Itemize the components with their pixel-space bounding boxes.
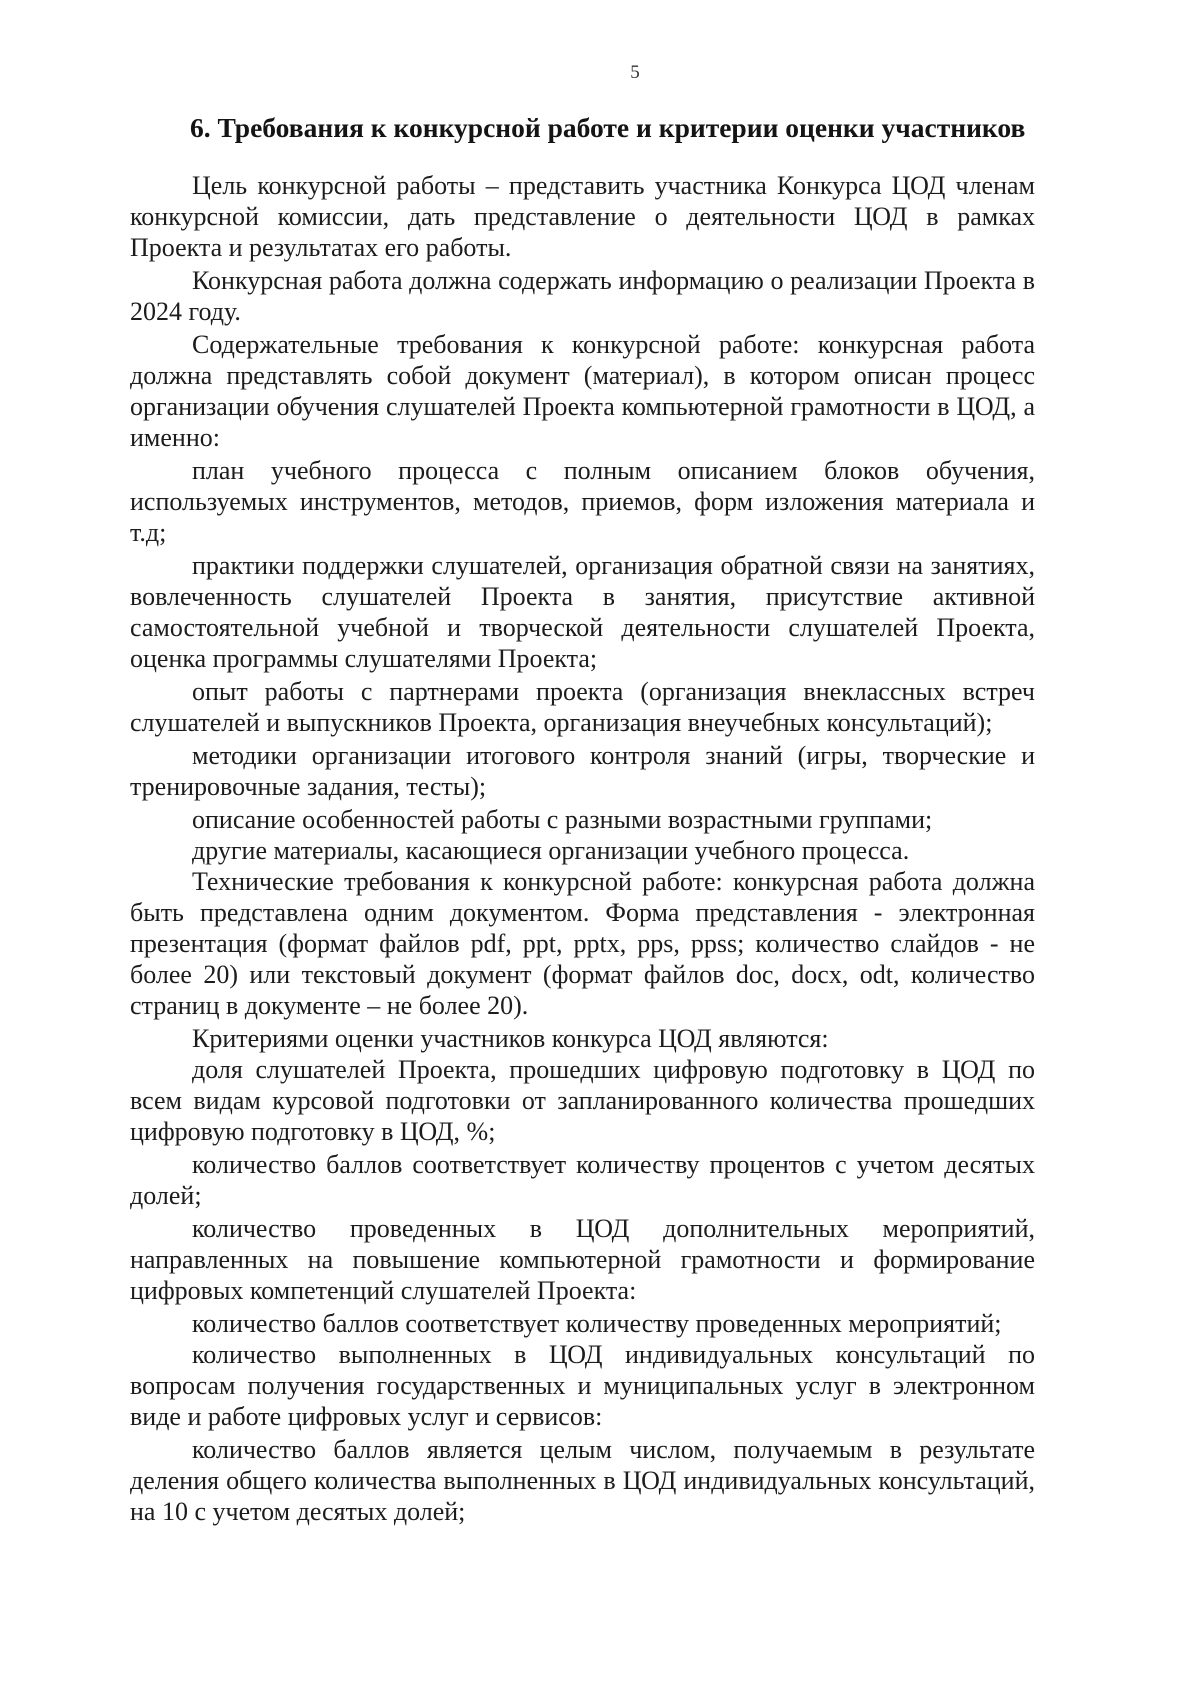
- page-number: 5: [630, 62, 640, 83]
- paragraph: количество баллов является целым числом, получаемым в результате деления общего количества выполненных в ЦОД индивидуальных консультаций, на 10 с учетом десятых долей;: [130, 1435, 1035, 1526]
- paragraph: методики организации итогового контроля знаний (игры, творческие и тренировочные задания, тесты);: [130, 741, 1035, 801]
- paragraph: описание особенностей работы с разными возрастными группами;: [192, 805, 933, 834]
- paragraph: Конкурсная работа должна содержать информацию о реализации Проекта в 2024 году.: [130, 266, 1035, 326]
- paragraph: количество проведенных в ЦОД дополнительных мероприятий, направленных на повышение компьютерной грамотности и формирование цифровых компетенций слушателей Проекта:: [130, 1214, 1035, 1305]
- paragraph: количество баллов соответствует количеству проведенных мероприятий;: [192, 1309, 1002, 1338]
- paragraph: план учебного процесса с полным описанием блоков обучения, используемых инструментов, методов, приемов, форм изложения материала и т.д;: [130, 456, 1035, 547]
- paragraph: Критериями оценки участников конкурса ЦОД являются:: [192, 1024, 829, 1053]
- paragraph: другие материалы, касающиеся организации учебного процесса.: [192, 836, 910, 865]
- paragraph: количество выполненных в ЦОД индивидуальных консультаций по вопросам получения государственных и муниципальных услуг в электронном виде и работе цифровых услуг и сервисов:: [130, 1340, 1035, 1431]
- paragraph: количество баллов соответствует количеству процентов с учетом десятых долей;: [130, 1150, 1035, 1210]
- paragraph: Цель конкурсной работы – представить участника Конкурса ЦОД членам конкурсной комиссии, дать представление о деятельности ЦОД в рамках Проекта и результатах его работы.: [130, 171, 1035, 262]
- paragraph: опыт работы с партнерами проекта (организация внеклассных встреч слушателей и выпускников Проекта, организация внеучебных консультаций);: [130, 677, 1035, 737]
- document-body: [130, 170, 1035, 1529]
- paragraph: Технические требования к конкурсной работе: конкурсная работа должна быть представлена одним документом. Форма представления - электронная презентация (формат файлов pdf, ppt, pptx, pps, ppss; количество слайдов - не более 20) или текстовый документ (формат файлов doc, docx, odt, количество страниц в документе – не более 20).: [130, 867, 1035, 1020]
- paragraph: практики поддержки слушателей, организация обратной связи на занятиях, вовлеченность слушателей Проекта в занятия, присутствие активной самостоятельной учебной и творческой деятельности слушателей Проекта, оценка программы слушателями Проекта;: [130, 551, 1035, 673]
- section-title: 6. Требования к конкурсной работе и критерии оценки участников: [190, 112, 1026, 143]
- paragraph: доля слушателей Проекта, прошедших цифровую подготовку в ЦОД по всем видам курсовой подготовки от запланированного количества прошедших цифровую подготовку в ЦОД, %;: [130, 1055, 1035, 1146]
- paragraph: Содержательные требования к конкурсной работе: конкурсная работа должна представлять собой документ (материал), в котором описан процесс организации обучения слушателей Проекта компьютерной грамотности в ЦОД, а именно:: [130, 330, 1035, 452]
